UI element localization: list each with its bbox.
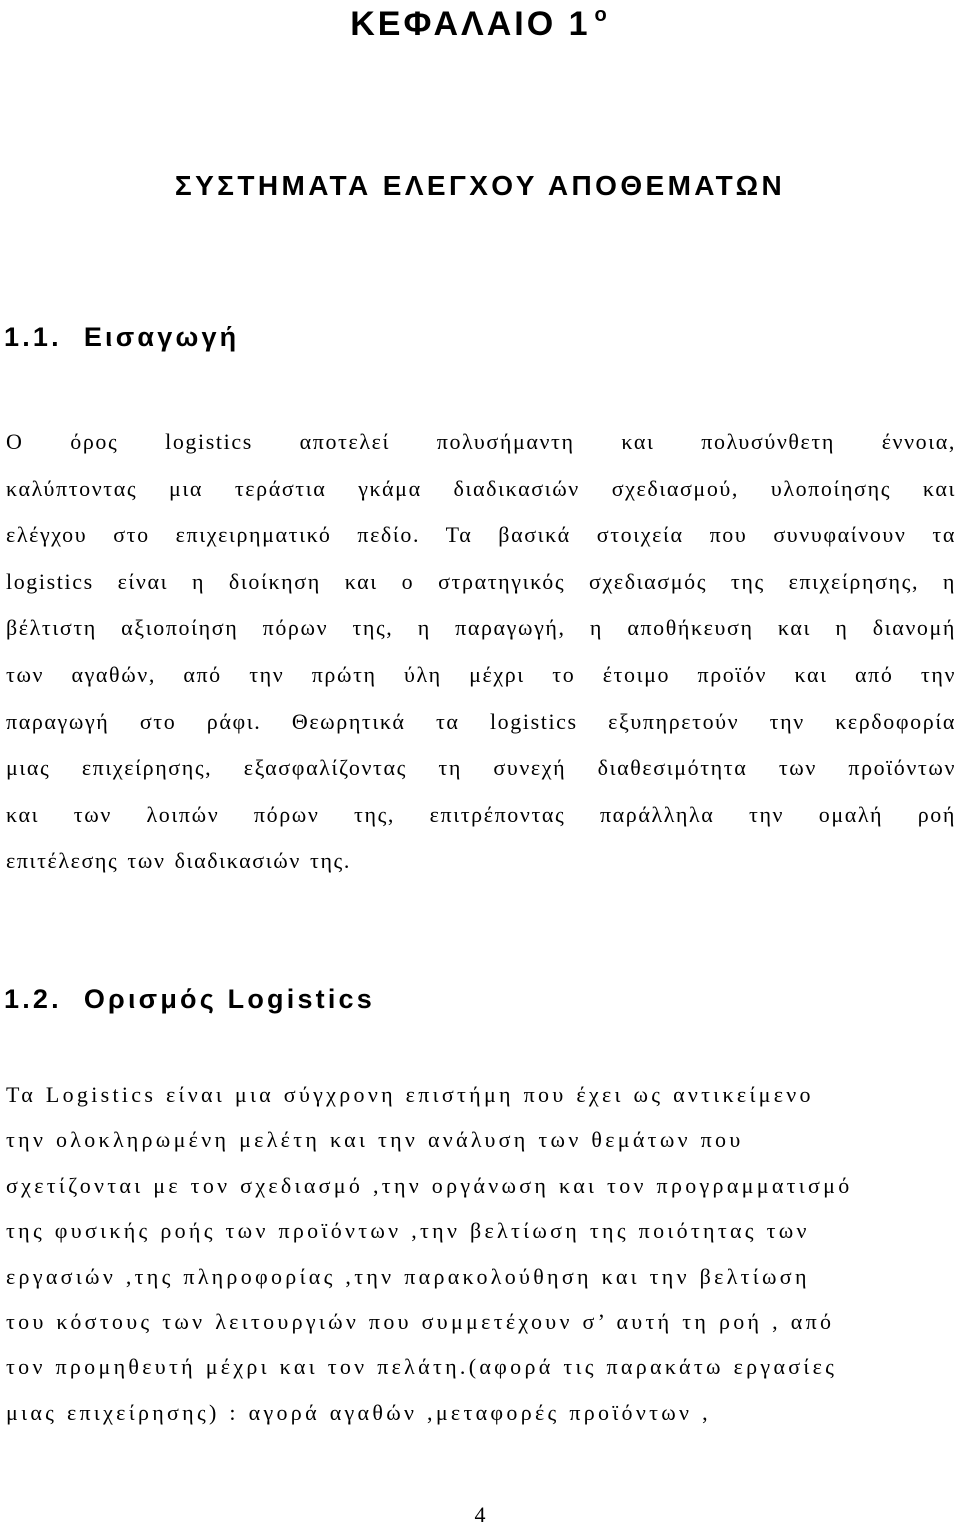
paragraph-line: εργασιών ,της πληροφορίας ,την παρακολούθηση και την βελτίωση xyxy=(6,1263,810,1289)
paragraph-line: των αγαθών, από την πρώτη ύλη μέχρι το έτοιμο προϊόν και από την xyxy=(6,661,956,687)
section-title: Εισαγωγή xyxy=(83,322,240,352)
paragraph-line: Ο όρος logistics αποτελεί πολυσήμαντη και πολυσύνθετη έννοια, xyxy=(6,429,956,454)
paragraph-line: Τα Logistics είναι μια σύγχρονη επιστήμη που έχει ως αντικείμενο xyxy=(6,1082,814,1107)
paragraph-line: ελέγχου στο επιχειρηματικό πεδίο. Τα βασικά στοιχεία που συνυφαίνουν τα xyxy=(6,522,956,548)
paragraph-line: του κόστους των λειτουργιών που συμμετέχουν σ’ αυτή τη ροή , από xyxy=(6,1308,835,1334)
paragraph-line: καλύπτοντας μια τεράστια γκάμα διαδικασιών σχεδιασμού, υλοποίησης και xyxy=(6,475,956,501)
paragraph-line: τον προμηθευτή μέχρι και τον πελάτη.(αφορά τις παρακάτω εργασίες xyxy=(6,1354,838,1380)
section-heading-introduction xyxy=(4,322,239,353)
chapter-title-text: ΚΕΦΑΛΑΙΟ 1 xyxy=(350,5,591,43)
section-number: 1.1. xyxy=(4,322,62,352)
paragraph-line: μιας επιχείρησης, εξασφαλίζοντας τη συνεχή διαθεσιμότητα των προϊόντων xyxy=(6,755,956,781)
paragraph-line: την ολοκληρωμένη μελέτη και την ανάλυση των θεμάτων που xyxy=(6,1127,744,1153)
section-number: 1.2. xyxy=(4,984,62,1014)
chapter-title-superscript: ο xyxy=(594,4,610,26)
paragraph-line: μιας επιχείρησης) : αγορά αγαθών ,μεταφορές προϊόντων , xyxy=(6,1399,711,1425)
paragraph-line: επιτέλεσης των διαδικασιών της. xyxy=(6,848,351,874)
section-title: Ορισμός Logistics xyxy=(83,984,375,1014)
paragraph-line: παραγωγή στο ράφι. Θεωρητικά τα logistics εξυπηρετούν την κερδοφορία xyxy=(6,708,956,734)
paragraph-line: και των λοιπών πόρων της, επιτρέποντας παράλληλα την ομαλή ροή xyxy=(6,801,956,827)
paragraph-line: βέλτιστη αξιοποίηση πόρων της, η παραγωγή, η αποθήκευση και η διανομή xyxy=(6,615,956,641)
definition-paragraph xyxy=(6,1072,956,1435)
introduction-paragraph xyxy=(6,419,956,885)
paragraph-line: logistics είναι η διοίκηση και ο στρατηγικός σχεδιασμός της επιχείρησης, η xyxy=(6,568,956,594)
paragraph-line: της φυσικής ροής των προϊόντων ,την βελτίωση της ποιότητας των xyxy=(6,1218,810,1244)
paragraph-line: σχετίζονται με τον σχεδιασμό ,την οργάνωση και τον προγραμματισμό xyxy=(6,1172,853,1198)
section-heading-logistics-definition xyxy=(4,984,375,1015)
chapter-title xyxy=(0,4,960,44)
main-title: ΣΥΣΤΗΜΑΤΑ ΕΛΕΓΧΟΥ ΑΠΟΘΕΜΑΤΩΝ xyxy=(174,170,786,201)
page-number: 4 xyxy=(474,1502,486,1527)
